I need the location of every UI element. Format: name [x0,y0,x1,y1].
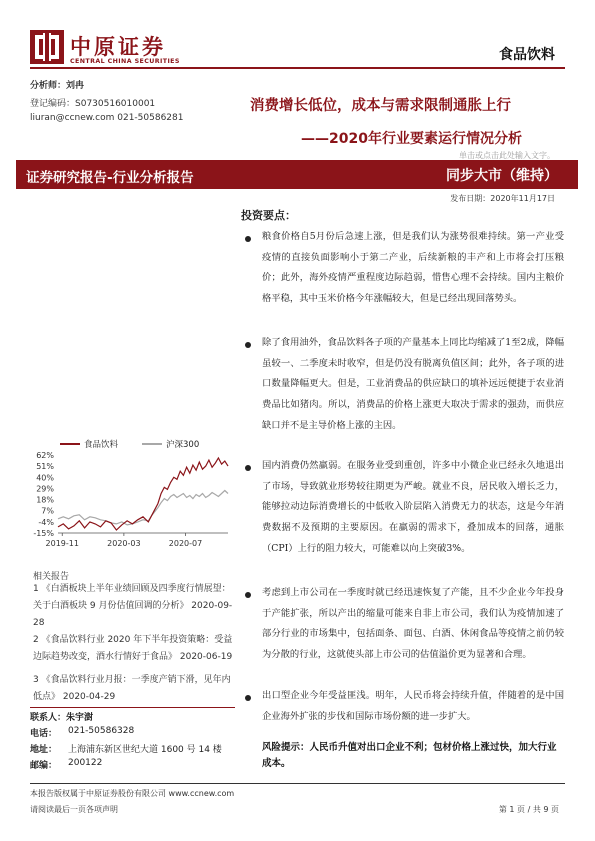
contact-zip-label: 邮编： [30,761,58,771]
y-tick-label: -15% [33,529,54,538]
y-tick-label: -4% [38,517,54,527]
y-tick-label: 62% [36,451,54,460]
x-tick-label: 2020-03 [107,539,141,548]
publish-date: 发布日期：2020年11月17日 [450,194,555,203]
contact-person-row [30,710,93,723]
contact-address: 上海浦东新区世纪大道 1600 号 14 楼 [68,745,222,755]
bullet-icon [244,694,252,702]
footer-disclaimer-note: 请阅读最后一页各项声明 [30,805,118,814]
bullet-icon [244,235,252,243]
contact-phone: 021-50586328 [68,726,135,736]
x-tick-label: 2020-07 [168,539,203,548]
related-report-item[interactable]: 2 《食品饮料行业 2020 年下半年投资策略：受益边际趋势改变，酒水行情好于食品》 2020-06-19 [33,635,233,662]
related-reports-title: 相关报告 [33,572,70,582]
bullet-icon [244,464,252,472]
footer-divider [30,783,565,784]
chart-legend [60,439,199,450]
contact-zip: 200122 [68,758,103,768]
page-number: 第 1 页 / 共 9 页 [498,805,559,814]
contact-person-label: 联系人： [30,713,67,723]
chart-series [58,458,228,530]
header-divider [30,67,565,69]
risk-warning: 风险提示：人民币升值对出口企业不利；包材价格上涨过快，加大行业成本。 [262,742,557,769]
related-report-item[interactable]: 1 《白酒板块上半年业绩回顾及四季度行情展望：关于白酒板块 9 月份估值回调的分析》 2020-09-28 [33,584,233,628]
logo-english-name: CENTRAL CHINA SECURITIES [70,58,180,65]
performance-chart [30,435,235,560]
logo-mark-icon [30,30,64,64]
contact-phone-label: 电话： [30,729,58,739]
bullet-icon [244,341,252,349]
analyst-name: 分析师：刘冉 [30,81,85,91]
report-subtitle: ——2020年行业要素运行情况分析 [301,131,522,147]
x-tick-label: 2019-11 [45,539,79,548]
key-point-paragraph: 国内消费仍然羸弱。在服务业受到重创，许多中小微企业已经永久地退出了市场，导致就业形势较往期更为严峻。就业不良，居民收入增长乏力，能够拉动边际消费增长的中低收入阶层陷入消费无力的状态，这是今年消费数据不及预期的主要原因。在羸弱的需求下，叠加成本的回落，通胀（CPI）上行的阻力较大，可能难以向上突破3%。 [262,460,564,554]
contact-divider [30,707,235,708]
logo-chinese-name: 中原证券 [70,35,166,59]
analyst-contact: liuran@ccnew.com 021-50586281 [30,113,184,123]
key-points-title: 投资要点： [241,209,296,222]
key-point-paragraph: 除了食用油外，食品饮料各子项的产量基本上同比均缩减了1至2成，降幅虽较一、二季度未时收窄，但是仍没有脱离负值区间；此外，各子项的进口数量降幅更大。但是，工业消费品的供应缺口的填补远远便捷于农业消费品比如猪肉。所以，消费品的价格上涨更大取决于需求的强劲，而供应缺口并不是主导价格上涨的主因。 [262,337,564,431]
legend-label: 食品饮料 [84,440,119,450]
y-tick-label: 7% [41,506,54,516]
report-title: 消费增长低位，成本与需求限制通胀上行 [250,98,511,114]
key-point-paragraph: 粮食价格自5月份后急速上涨，但是我们认为涨势很难持续。第一产业受疫情的直接负面影响小于第二产业，后续新粮的丰产和上市将会打压粮价；此外，海外疫情严重程度边际趋弱，惜售心理不会持续。国内主粮价格平稳，其中玉米价格今年涨幅较大，但是已经出现回落势头。 [262,231,564,305]
placeholder-hint[interactable]: 单击或点击此处输入文字。 [459,151,555,160]
contact-address-label: 地址： [30,745,58,755]
report-type-band [16,160,578,189]
y-tick-label: 40% [36,473,54,483]
key-point-paragraph: 出口型企业今年受益匪浅。明年，人民币将会持续升值，伴随着的是中国企业海外扩张的步伐和国际市场份额的进一步扩大。 [262,690,564,722]
report-type-label: 证券研究报告-行业分析报告 [26,170,194,186]
related-report-item[interactable]: 3 《食品饮料行业月报：一季度产销下滑，见年内低点》 2020-04-29 [33,675,231,702]
analyst-registration: 登记编码：S0730516010001 [30,99,156,109]
company-logo [30,30,180,70]
bullet-icon [244,591,252,599]
contact-person-name: 朱宇澍 [66,713,94,723]
x-axis-ticks [46,533,203,548]
y-tick-label: 51% [36,462,54,472]
series-line [58,491,228,525]
y-tick-label: 18% [36,495,54,505]
footer-copyright: 本报告版权属于中原证券股份有限公司 www.ccnew.com [30,789,235,798]
key-point-paragraph: 考虑到上市公司在一季度时就已经迅速恢复了产能，且不少企业今年投身于产能扩张，所以产出的缩量可能来自非上市公司，我们认为疫情加速了部分行业的市场集中，包括面条、面包、白酒、休闲食品等疫情之前仍较为分散的行业，这就使头部上市公司的估值溢价更为显著和合理。 [262,587,564,661]
legend-label: 沪深300 [166,440,200,450]
y-tick-label: 29% [36,484,54,494]
rating-label: 同步大市（维持） [446,168,558,184]
industry-label: 食品饮料 [499,47,555,63]
